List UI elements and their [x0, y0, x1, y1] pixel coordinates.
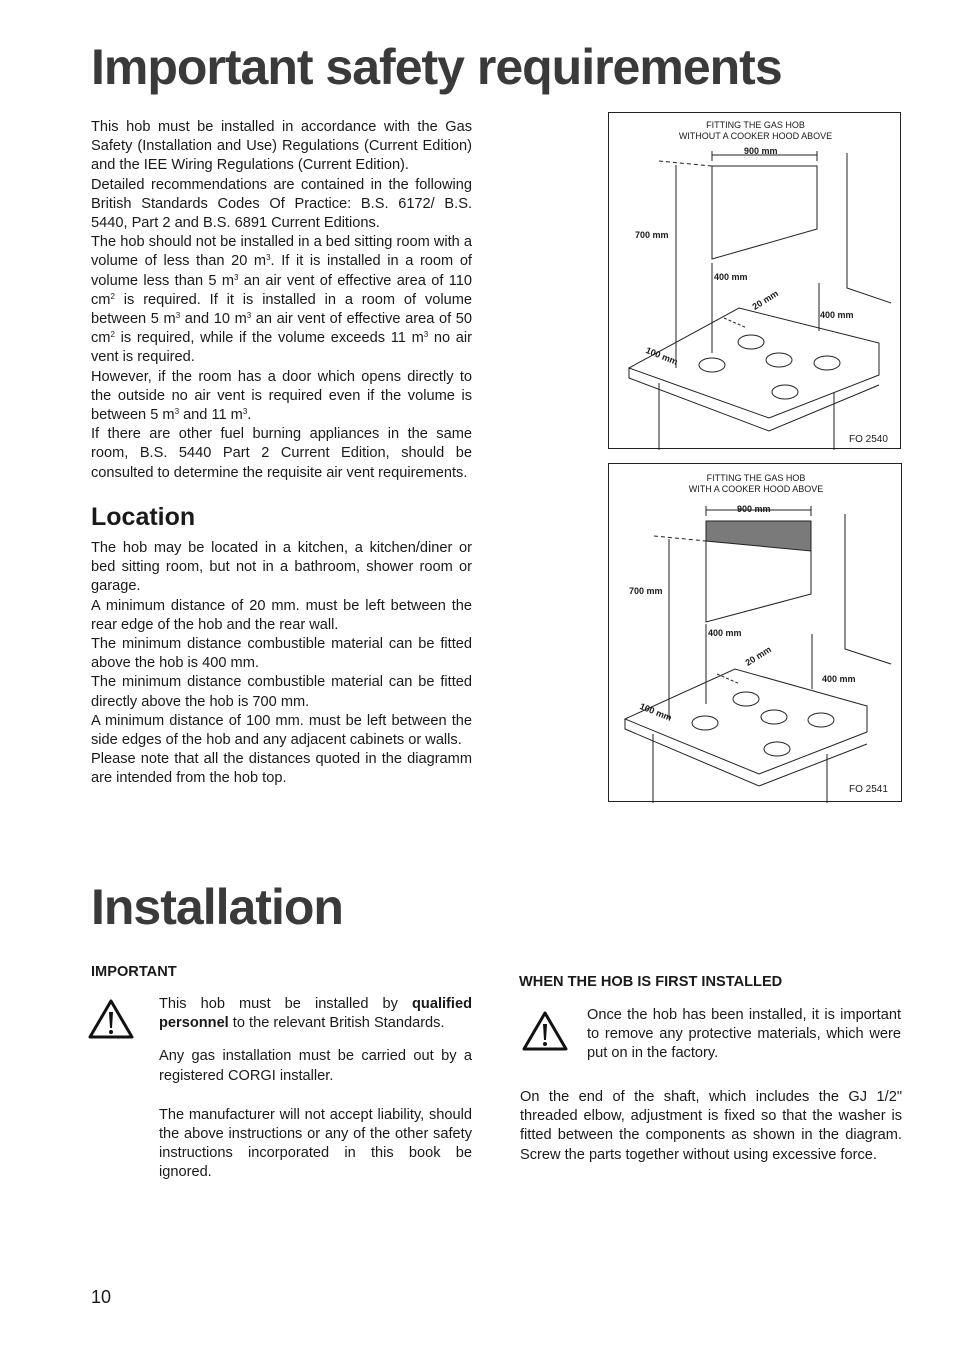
page-number: 10: [91, 1287, 112, 1307]
safety-paragraph-1: This hob must be installed in accordance with the Gas Safety (Installation and Use) Regulations (Current Edition) and the IEE Wiring Regulations (Current Edition).: [91, 119, 472, 174]
location-text: [91, 539, 472, 789]
diagram-2-dim-20: 20 mm: [743, 644, 774, 668]
location-paragraph-3: The minimum distance combustible material can be fitted above the hob is 400 mm.: [91, 636, 472, 672]
diagram-1-dim-900: 900 mm: [744, 146, 778, 156]
diagram-1-dim-700: 700 mm: [635, 230, 669, 240]
diagram-1-dim-400-b: 400 mm: [820, 310, 854, 320]
diagram-without-hood-drawing: [609, 113, 902, 450]
location-paragraph-2: A minimum distance of 20 mm. must be left between the rear edge of the hob and the rear wall.: [91, 597, 472, 633]
location-paragraph-4: The minimum distance combustible material can be fitted directly above the hob is 700 mm.: [91, 674, 472, 710]
diagram-1-dim-400-a: 400 mm: [714, 272, 748, 282]
diagram-1-dim-100: 100 mm: [644, 345, 680, 367]
diagram-1-caption: FITTING THE GAS HOB WITHOUT A COOKER HOOD ABOVE: [678, 120, 833, 141]
important-label: IMPORTANT: [91, 964, 177, 980]
important-paragraph-1: This hob must be installed by qualified personnel to the relevant British Standards.: [159, 996, 472, 1032]
diagram-1-dim-20: 20 mm: [750, 288, 781, 312]
location-heading: Location: [91, 503, 196, 531]
safety-paragraph-5: If there are other fuel burning appliances in the same room, B.S. 5440 Part 2 Current Edition, should be consulted to determine the requisite air vent requirements.: [91, 426, 472, 481]
shaft-text: On the end of the shaft, which includes the GJ 1/2" threaded elbow, adjustment is fixed so that the washer is fitted between the components as shown in the diagram. Screw the parts together without using excessive force.: [520, 1089, 902, 1163]
diagram-2-dim-900: 900 mm: [737, 504, 771, 514]
important-paragraph-2: Any gas installation must be carried out by a registered CORGI installer.: [159, 1048, 472, 1084]
diagram-1-code: FO 2540: [849, 434, 888, 445]
location-paragraph-5: A minimum distance of 100 mm. must be left between the side edges of the hob and any adjacent cabinets or walls.: [91, 712, 472, 749]
diagram-with-hood: [608, 463, 902, 802]
page-title: Important safety requirements: [91, 39, 782, 95]
diagram-2-dim-100: 100 mm: [638, 701, 674, 723]
important-paragraph-3: The manufacturer will not accept liability, should the above instructions or any of the other safety instructions incorporated in this book be ignored.: [159, 1106, 472, 1181]
safety-paragraph-4: However, if the room has a door which opens directly to the outside no air vent is required even if the volume is between 5 $m^3$ and 11 $m^3$.: [91, 368, 472, 424]
diagram-2-dim-400-a: 400 mm: [708, 628, 742, 638]
location-paragraph-1: The hob may be located in a kitchen, a kitchen/diner or bed sitting room, but not in a bathroom, shower room or garage.: [91, 540, 472, 595]
important-text: [159, 995, 472, 1197]
first-installed-text: Once the hob has been installed, it is important to remove any protective materials, which were put on in the factory.: [587, 1007, 901, 1062]
first-installed-label: WHEN THE HOB IS FIRST INSTALLED: [519, 974, 783, 990]
safety-paragraph-3: The hob should not be installed in a bed sitting room with a volume of less than 20 $m^3$. If it is installed in a room of volume less than 5 $m^3$ an air vent of effective area of 110 $cm^2$ is required. If it is installed in a room of volume between 5 $m^3$ and 10 $m^3$ an air vent of effective area of 50 $cm^2$ is required, while if the volume exceeds 11 $m^3$ no air vent is required.: [91, 234, 473, 366]
diagram-2-code: FO 2541: [849, 784, 888, 795]
diagram-2-caption: FITTING THE GAS HOB WITH A COOKER HOOD ABOVE: [688, 473, 824, 494]
diagram-without-hood: [608, 112, 901, 449]
installation-title: Installation: [91, 879, 343, 935]
location-paragraph-6: Please note that all the distances quoted in the diagramm are intended from the hob top.: [91, 751, 472, 787]
warning-icon: [87, 998, 135, 1040]
warning-icon: [521, 1010, 569, 1052]
diagram-with-hood-drawing: [609, 464, 903, 803]
diagram-2-dim-400-b: 400 mm: [822, 674, 856, 684]
safety-paragraph-2: Detailed recommendations are contained in the following British Standards Codes Of Practice: B.S. 6172/ B.S. 5440, Part 2 and B.S. 6891 Current Editions.: [91, 176, 472, 232]
safety-text: [91, 118, 472, 483]
diagram-2-dim-700: 700 mm: [629, 586, 663, 596]
